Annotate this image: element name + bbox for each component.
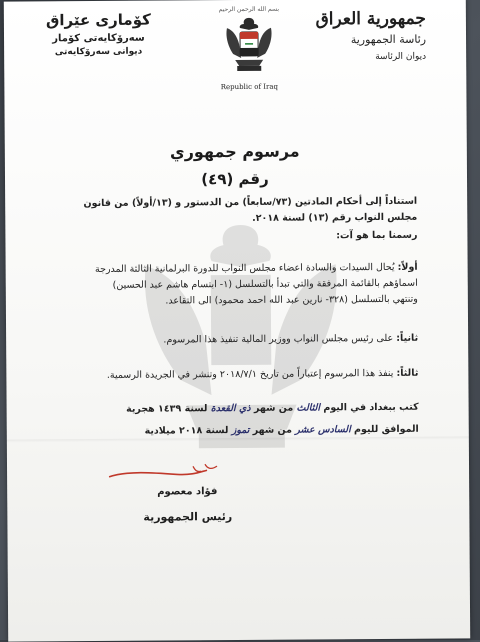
clause-first-label: أولاً: <box>397 261 418 273</box>
kurdish-letterhead <box>46 11 151 58</box>
preamble-line-2: مجلس النواب رقم (١٣) لسنة ٢٠١٨. <box>252 211 418 224</box>
clause-third-label: ثالثاً: <box>396 367 419 379</box>
clause-first-line-2: اسماؤهم بالقائمة المرفقة والتي تبدأ بالتسلسل (١- ابتسام هاشم عبد الحسين) <box>112 277 418 291</box>
kurdish-country-name: كۆماری عێراق <box>45 10 151 30</box>
issuance-1-prefix: كتب ببغداد في اليوم <box>323 401 419 414</box>
arabic-letterhead <box>316 9 427 63</box>
clause-second-text: على رئيس مجلس النواب ووزير المالية تنفيذ هذا المرسوم. <box>163 332 394 346</box>
issuance-2-handwritten-day: السادس عشر <box>295 424 351 436</box>
basmala: بسم الله الرحمن الرحيم <box>218 5 280 14</box>
preamble-line-1: استناداً إلى أحكام المادتين (٧٣/سابعاً) من الدستور و (١٣/أولاً) من قانون <box>83 195 418 210</box>
clause-first-line-3: وتنتهي بالتسلسل (٣٢٨- نارين عبد الله احمد محمود) الى التقاعد. <box>165 293 418 307</box>
decree-title: مرسوم جمهوري <box>169 141 300 162</box>
handwritten-signature <box>107 462 227 483</box>
issuance-1-handwritten-day: الثالث <box>296 402 321 414</box>
issuance-2-prefix: الموافق لليوم <box>353 423 419 436</box>
signatory-name: فؤاد معصوم <box>157 486 218 498</box>
issuance-line-1 <box>47 401 419 418</box>
clause-third-text: ينفذ هذا المرسوم إعتباراً من تاريخ ٢٠١٨/٧/١ وتنشر في الجريدة الرسمية. <box>106 367 394 381</box>
signatory-title: رئيس الجمهورية <box>143 510 233 524</box>
clause-first-line-1 <box>46 261 418 278</box>
eagle-emblem-icon <box>219 14 279 76</box>
issuance-2-month-prefix: من شهر <box>252 424 292 436</box>
decreed-heading: رسمنا بما هو آت: <box>336 229 418 242</box>
decree-number: رقم (٤٩) <box>201 169 269 189</box>
clause-second-label: ثانياً: <box>396 332 419 344</box>
issuance-2-year: لسنة ٢٠١٨ ميلادية <box>144 425 229 437</box>
kurdish-office: دیوانی سەرۆكایەتی <box>54 46 143 58</box>
republic-caption: Republic of Iraq <box>220 82 279 92</box>
issuance-1-handwritten-month: ذي القعدة <box>210 402 251 415</box>
issuance-1-year: لسنة ١٤٣٩ هجرية <box>126 403 208 415</box>
arabic-office: ديوان الرئاسة <box>375 51 427 63</box>
arabic-presidency: رئاسة الجمهورية <box>350 32 427 47</box>
issuance-1-month-prefix: من شهر <box>253 402 294 414</box>
kurdish-presidency: سەرۆكایەتی كۆمار <box>52 32 145 45</box>
arabic-country-name: جمهورية العراق <box>315 8 426 30</box>
clause-third <box>46 367 418 384</box>
clause-second <box>46 332 418 349</box>
clause-first-text-1: يُحال السيدات والسادة اعضاء مجلس النواب للدورة البرلمانية الثالثة المدرجة <box>94 261 395 275</box>
decree-page <box>4 0 470 642</box>
issuance-2-handwritten-month: تموز <box>231 424 250 437</box>
